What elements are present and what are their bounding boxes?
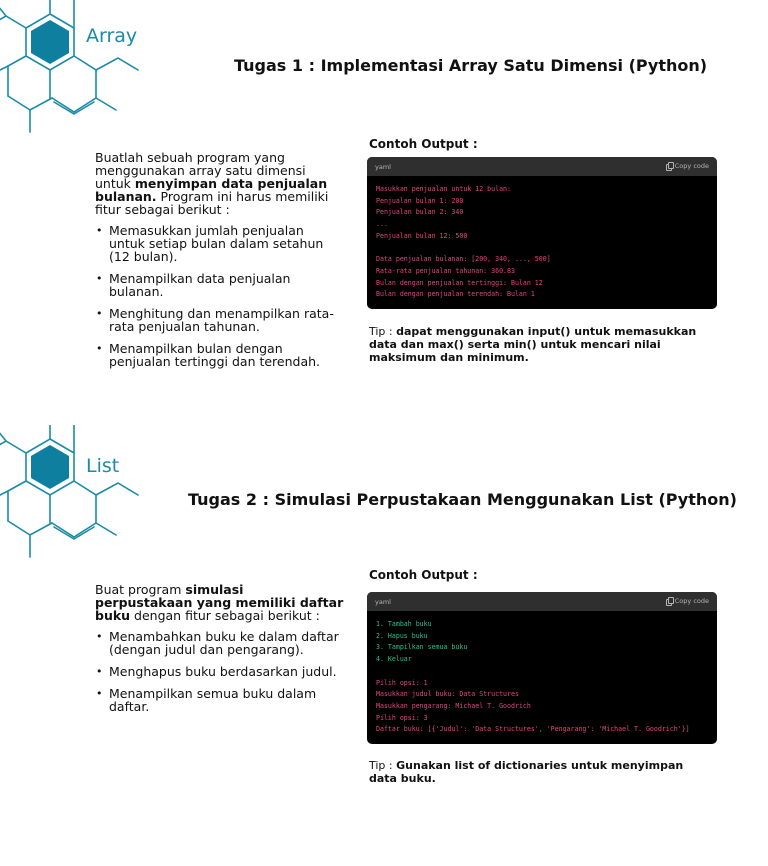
task1-section [0,0,768,420]
code-header [367,157,717,176]
task1-tip [369,325,709,364]
code-line: Penjualan bulan 1: 200 [376,196,464,205]
code-content [367,611,717,744]
code-content [367,176,717,309]
list-item: • Memasukkan jumlah penjualan untuk setiap bulan dalam setahun (12 bulan). [109,224,340,263]
list-item: • Menampilkan semua buku dalam daftar. [109,687,345,713]
molecule-logo-icon [0,0,150,140]
code-line: Penjualan bulan 2: 340 [376,208,464,217]
task1-intro [95,151,340,216]
list-item: • Menampilkan bulan dengan penjualan tertinggi dan terendah. [109,342,340,368]
copy-icon [666,163,673,170]
tip-text: dapat menggunakan input() untuk memasukkan data dan max() serta min() untuk mencari nilai maksimum dan minimum. [369,325,697,364]
task1-output-label: Contoh Output : [369,137,478,151]
list-item: • Menampilkan data penjualan bulanan. [109,272,340,298]
list-item: • Menambahkan buku ke dalam daftar (dengan judul dan pengarang). [109,630,345,656]
code-line: Masukkan judul buku: Data Structures [376,690,519,699]
task1-description [95,151,340,377]
task2-section [0,425,768,855]
code-line: Pilih opsi: 3 [376,713,428,722]
code-line: 3. Tampilkan semua buku [376,643,468,652]
copy-code-button[interactable] [666,162,709,170]
code-line: Bulan dengan penjualan terendah: Bulan 1 [376,290,535,299]
list-item: • Menghapus buku berdasarkan judul. [109,665,345,678]
code-line: Bulan dengan penjualan tertinggi: Bulan 12 [376,278,543,287]
task2-description [95,583,345,722]
task2-tip [369,759,709,785]
code-line: Rata-rata penjualan tahunan: 360.83 [376,266,515,275]
code-line: 2. Hapus buku [376,631,428,640]
code-language: yaml [375,598,391,606]
task2-intro-bold: simulasi perpustakaan yang memiliki daftar buku [95,582,344,623]
code-line: Daftar buku: [{'Judul': 'Data Structures', 'Pengarang': 'Michael T. Goodrich'}] [376,725,690,734]
tip-label: Tip : [369,325,397,338]
task1-feature-list [95,224,340,368]
list-item: • Menghitung dan menampilkan rata-rata penjualan tahunan. [109,307,340,333]
task1-intro-text: Buatlah sebuah program yang menggunakan array satu dimensi untuk [95,150,306,191]
molecule-logo-icon [0,425,150,565]
tip-text: Gunakan list of dictionaries untuk menyimpan data buku. [369,759,684,785]
code-line [376,243,708,255]
task2-output-label: Contoh Output : [369,568,478,582]
task2-code-block [367,592,717,744]
copy-icon [666,598,673,605]
code-line: 1. Tambah buku [376,620,432,628]
code-language: yaml [375,163,391,171]
task2-intro-text-end: dengan fitur sebagai berikut : [130,608,320,623]
task2-intro [95,583,345,622]
code-line [376,666,708,678]
array-label: Array [86,25,138,47]
code-line: ... [376,220,388,229]
code-line: 4. Keluar [376,655,412,664]
list-label: List [86,455,120,477]
copy-code-button[interactable] [666,597,709,605]
task1-intro-bold: menyimpan data penjualan bulanan. [95,176,328,204]
code-header [367,592,717,611]
tip-label: Tip : [369,759,397,772]
code-line: Penjualan bulan 12: 500 [376,231,468,240]
copy-label: Copy code [674,597,709,605]
task2-title: Tugas 2 : Simulasi Perpustakaan Menggunakan List (Python) [188,490,737,509]
task1-title: Tugas 1 : Implementasi Array Satu Dimensi (Python) [234,56,708,75]
task1-intro-text-end: Program ini harus memiliki fitur sebagai berikut : [95,189,329,217]
code-line: Masukkan pengarang: Michael T. Goodrich [376,701,531,710]
code-line: Masukkan penjualan untuk 12 bulan: [376,185,511,193]
task2-intro-text: Buat program [95,582,186,597]
copy-label: Copy code [674,162,709,170]
code-line: Pilih opsi: 1 [376,678,428,687]
code-line: Data penjualan bulanan: [200, 340, ..., 500] [376,255,551,264]
task2-feature-list [95,630,345,713]
task1-code-block [367,157,717,309]
